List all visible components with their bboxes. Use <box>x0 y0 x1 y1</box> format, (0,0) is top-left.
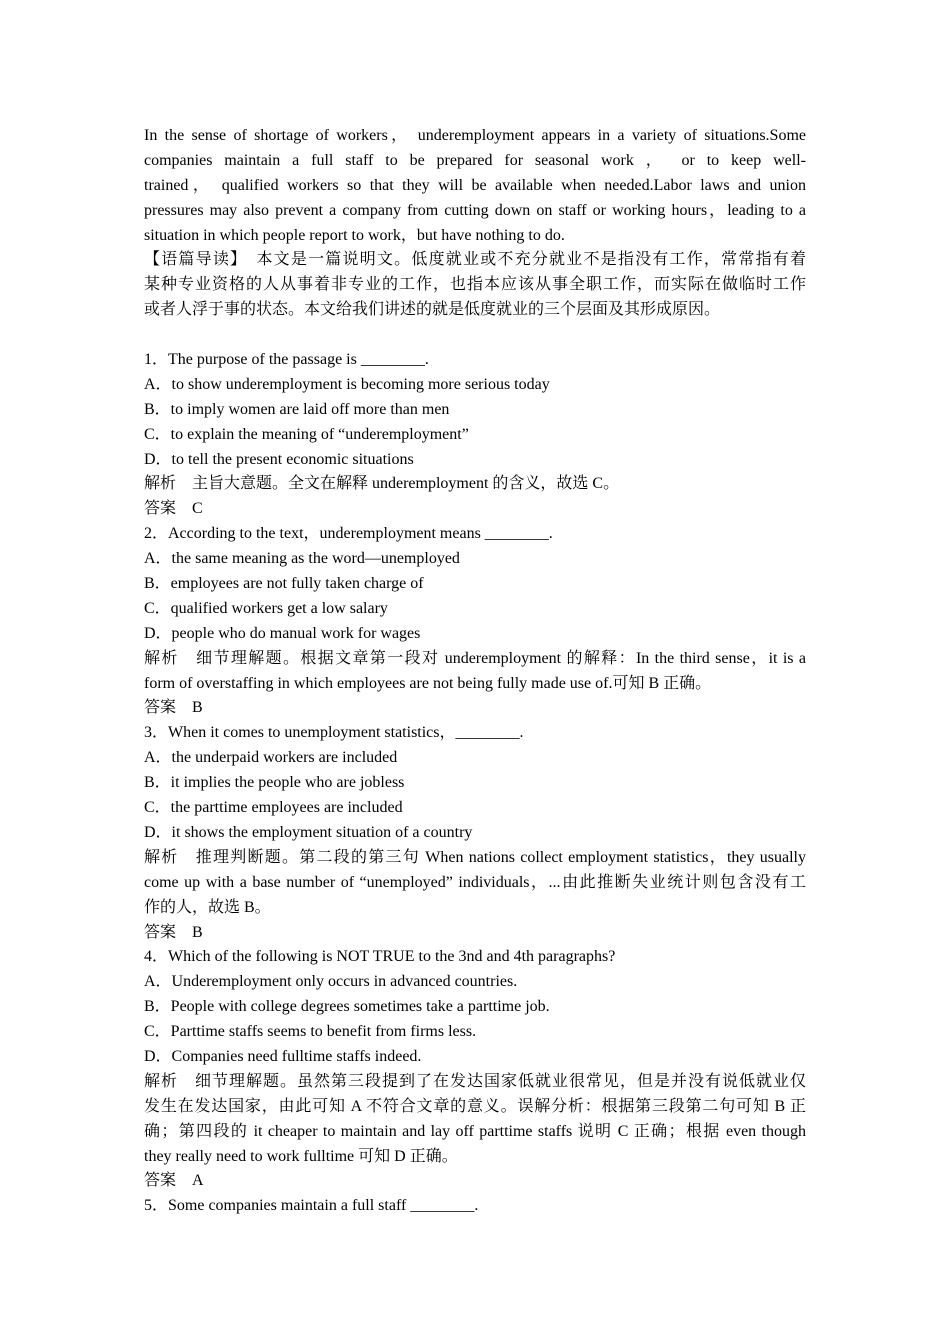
option-a: A．the underpaid workers are included <box>144 749 398 767</box>
reading-guide <box>144 248 806 323</box>
analysis-line: 解析 主旨大意题。全文在解释 underemployment 的含义，故选 C。 <box>144 475 620 493</box>
analysis-line: 作的人，故选 B。 <box>144 898 271 916</box>
guide-line: 或者人浮于事的状态。本文给我们讲述的就是低度就业的三个层面及其形成原因。 <box>144 301 721 319</box>
option-b: B．to imply women are laid off more than men <box>144 400 450 418</box>
answer: 答案 A <box>144 1172 204 1190</box>
question-stem: 5．Some companies maintain a full staff ________. <box>144 1197 479 1215</box>
question-4 <box>144 945 806 1194</box>
analysis-line: 确；第四段的 it cheaper to maintain and lay off parttime staffs 说明 C 正确；根据 even though <box>144 1122 806 1140</box>
question-5 <box>144 1194 806 1219</box>
option-c: C．qualified workers get a low salary <box>144 599 388 617</box>
option-d: D．people who do manual work for wages <box>144 624 421 642</box>
option-a: A．the same meaning as the word—unemployed <box>144 550 460 568</box>
answer: 答案 C <box>144 500 203 518</box>
guide-line: 【语篇导读】 本文是一篇说明文。低度就业或不充分就业不是指没有工作，常常指有着 <box>144 251 806 269</box>
question-stem: 2．According to the text，underemployment means ________. <box>144 525 553 543</box>
analysis-line: 解析 细节理解题。根据文章第一段对 underemployment 的解释：In the third sense，it is a <box>144 649 806 667</box>
analysis-line: 发生在发达国家，由此可知 A 不符合文章的意义。误解分析：根据第三段第二句可知 B 正 <box>144 1097 806 1115</box>
question-1 <box>144 348 806 522</box>
option-b: B．employees are not fully taken charge of <box>144 575 424 593</box>
answer: 答案 B <box>144 699 203 717</box>
passage-line: pressures may also prevent a company from cutting down on staff or working hours，leading to a <box>144 201 806 219</box>
option-b: B．it implies the people who are jobless <box>144 774 405 792</box>
analysis-line: 解析 细节理解题。虽然第三段提到了在发达国家低就业很常见，但是并没有说低就业仅 <box>144 1072 806 1090</box>
option-d: D．Companies need fulltime staffs indeed. <box>144 1047 422 1065</box>
passage-line: trained， qualified workers so that they will be available when needed.Labor laws and union <box>144 176 806 194</box>
question-3 <box>144 721 806 945</box>
analysis-line: form of overstaffing in which employees are not being fully made use of.可知 B 正确。 <box>144 674 712 692</box>
analysis-line: they really need to work fulltime 可知 D 正确。 <box>144 1147 458 1165</box>
passage-line: situation in which people report to work，but have nothing to do. <box>144 226 565 244</box>
guide-line: 某种专业资格的人从事着非专业的工作，也指本应该从事全职工作，而实际在做临时工作 <box>144 276 806 294</box>
blank-line <box>144 323 806 348</box>
passage-line: companies maintain a full staff to be prepared for seasonal work ， or to keep well- <box>144 151 806 169</box>
option-c: C．to explain the meaning of “underemployment” <box>144 425 469 443</box>
option-c: C．the parttime employees are included <box>144 799 403 817</box>
question-2 <box>144 522 806 721</box>
question-stem: 4．Which of the following is NOT TRUE to the 3nd and 4th paragraphs? <box>144 948 616 966</box>
option-c: C．Parttime staffs seems to benefit from firms less. <box>144 1023 477 1041</box>
answer: 答案 B <box>144 923 203 941</box>
passage-line: In the sense of shortage of workers， underemployment appears in a variety of situations.Some <box>144 127 806 144</box>
option-d: D．it shows the employment situation of a country <box>144 823 473 841</box>
analysis-line: 解析 推理判断题。第二段的第三句 When nations collect employment statistics，they usually <box>144 848 806 866</box>
question-stem: 1．The purpose of the passage is ________. <box>144 351 429 369</box>
passage-paragraph <box>144 124 806 248</box>
option-b: B．People with college degrees sometimes take a parttime job. <box>144 998 550 1016</box>
option-d: D．to tell the present economic situations <box>144 450 414 468</box>
analysis-line: come up with a base number of “unemployed” individuals，...由此推断失业统计则包含没有工 <box>144 873 806 891</box>
document-page <box>144 124 806 1219</box>
question-stem: 3．When it comes to unemployment statistics，________. <box>144 724 524 742</box>
option-a: A．Underemployment only occurs in advanced countries. <box>144 973 518 991</box>
option-a: A．to show underemployment is becoming more serious today <box>144 375 550 393</box>
